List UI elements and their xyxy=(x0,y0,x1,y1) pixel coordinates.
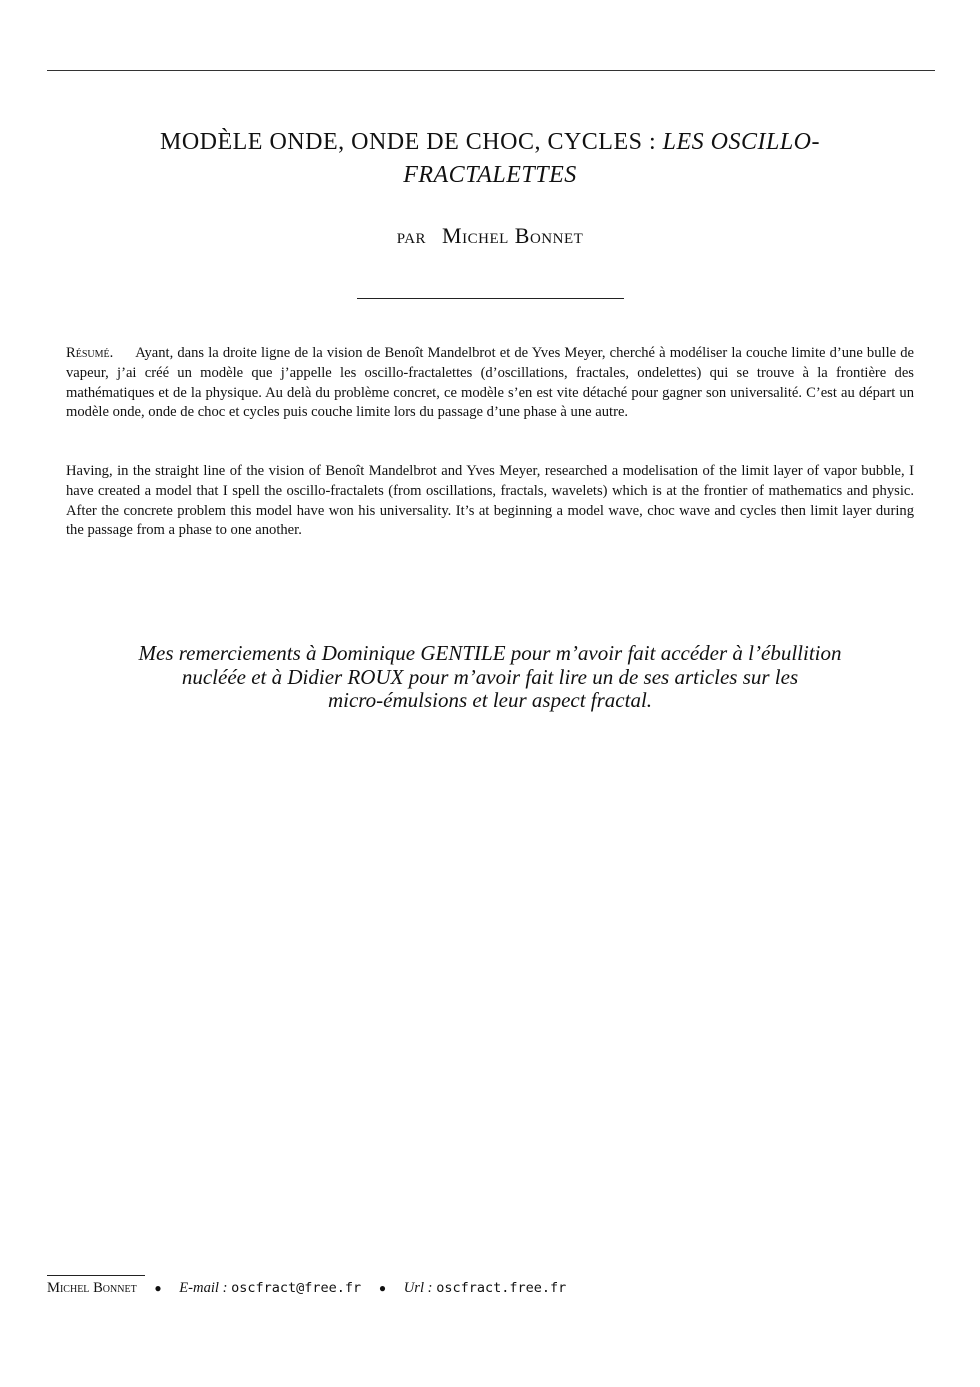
title-main: MODÈLE ONDE, ONDE DE CHOC, CYCLES : xyxy=(159,129,657,155)
author-line xyxy=(100,222,880,250)
url-label: Url : xyxy=(403,1280,433,1296)
footnote xyxy=(47,1278,566,1298)
abstract-english-text: Having, in the straight line of the vision of Benoît Mandelbrot and Yves Meyer, researched a modelisation of the limit layer of vapor bubble, I have created a model that I spell the oscillo-fractalets (from oscillations, fractals, wavelets) which is at the frontier of mathematics and physic. After the concrete problem this model have won his universality. It’s at beginning a model wave, choc wave and cycles then limit layer during the passage from a phase to one another. xyxy=(66,463,914,539)
email-link[interactable]: oscfract@free.fr xyxy=(231,1280,362,1296)
bullet-icon: ● xyxy=(378,1281,387,1295)
footnote-author: Michel Bonnet xyxy=(47,1280,137,1296)
acknowledgements-line-2: nucléée et à Didier ROUX pour m’avoir fait lire un de ses articles sur les xyxy=(181,664,799,689)
abstract-french xyxy=(66,344,914,423)
footnote-rule xyxy=(47,1275,145,1276)
abstract-english xyxy=(66,462,914,541)
url-link[interactable]: oscfract.free.fr xyxy=(436,1280,567,1296)
email-label: E-mail : xyxy=(179,1280,228,1296)
acknowledgements xyxy=(70,642,910,713)
title-italic: LES OSCILLO-FRACTALETTES xyxy=(403,129,820,188)
paper-title xyxy=(100,126,880,192)
header-rule xyxy=(47,70,935,71)
abstract-label: Résumé. xyxy=(66,345,114,361)
bullet-icon: ● xyxy=(154,1281,162,1295)
author-name: Michel Bonnet xyxy=(442,223,584,248)
abstract-french-text: Ayant, dans la droite ligne de la vision de Benoît Mandelbrot et de Yves Meyer, cherché à modéliser la couche limite d’une bulle de vapeur, j’ai créé un modèle que j’appelle les oscillo-fractalettes (d’oscillations, fractales, ondelettes) qui se trouve à la frontière des mathématiques et de la physique. Au delà du problème concret, ce modèle s’en est vite détaché pour gagner son universalité. C’est au départ un modèle onde, onde de choc et cycles puis couche limite lors du passage d’une phase à une autre. xyxy=(66,345,914,421)
author-prefix: par xyxy=(396,223,427,248)
acknowledgements-line-1: Mes remerciements à Dominique GENTILE pour m’avoir fait accéder à l’ébullition xyxy=(138,641,842,665)
acknowledgements-line-3: micro-émulsions et leur aspect fractal. xyxy=(327,688,653,712)
title-separator-rule xyxy=(357,298,624,299)
